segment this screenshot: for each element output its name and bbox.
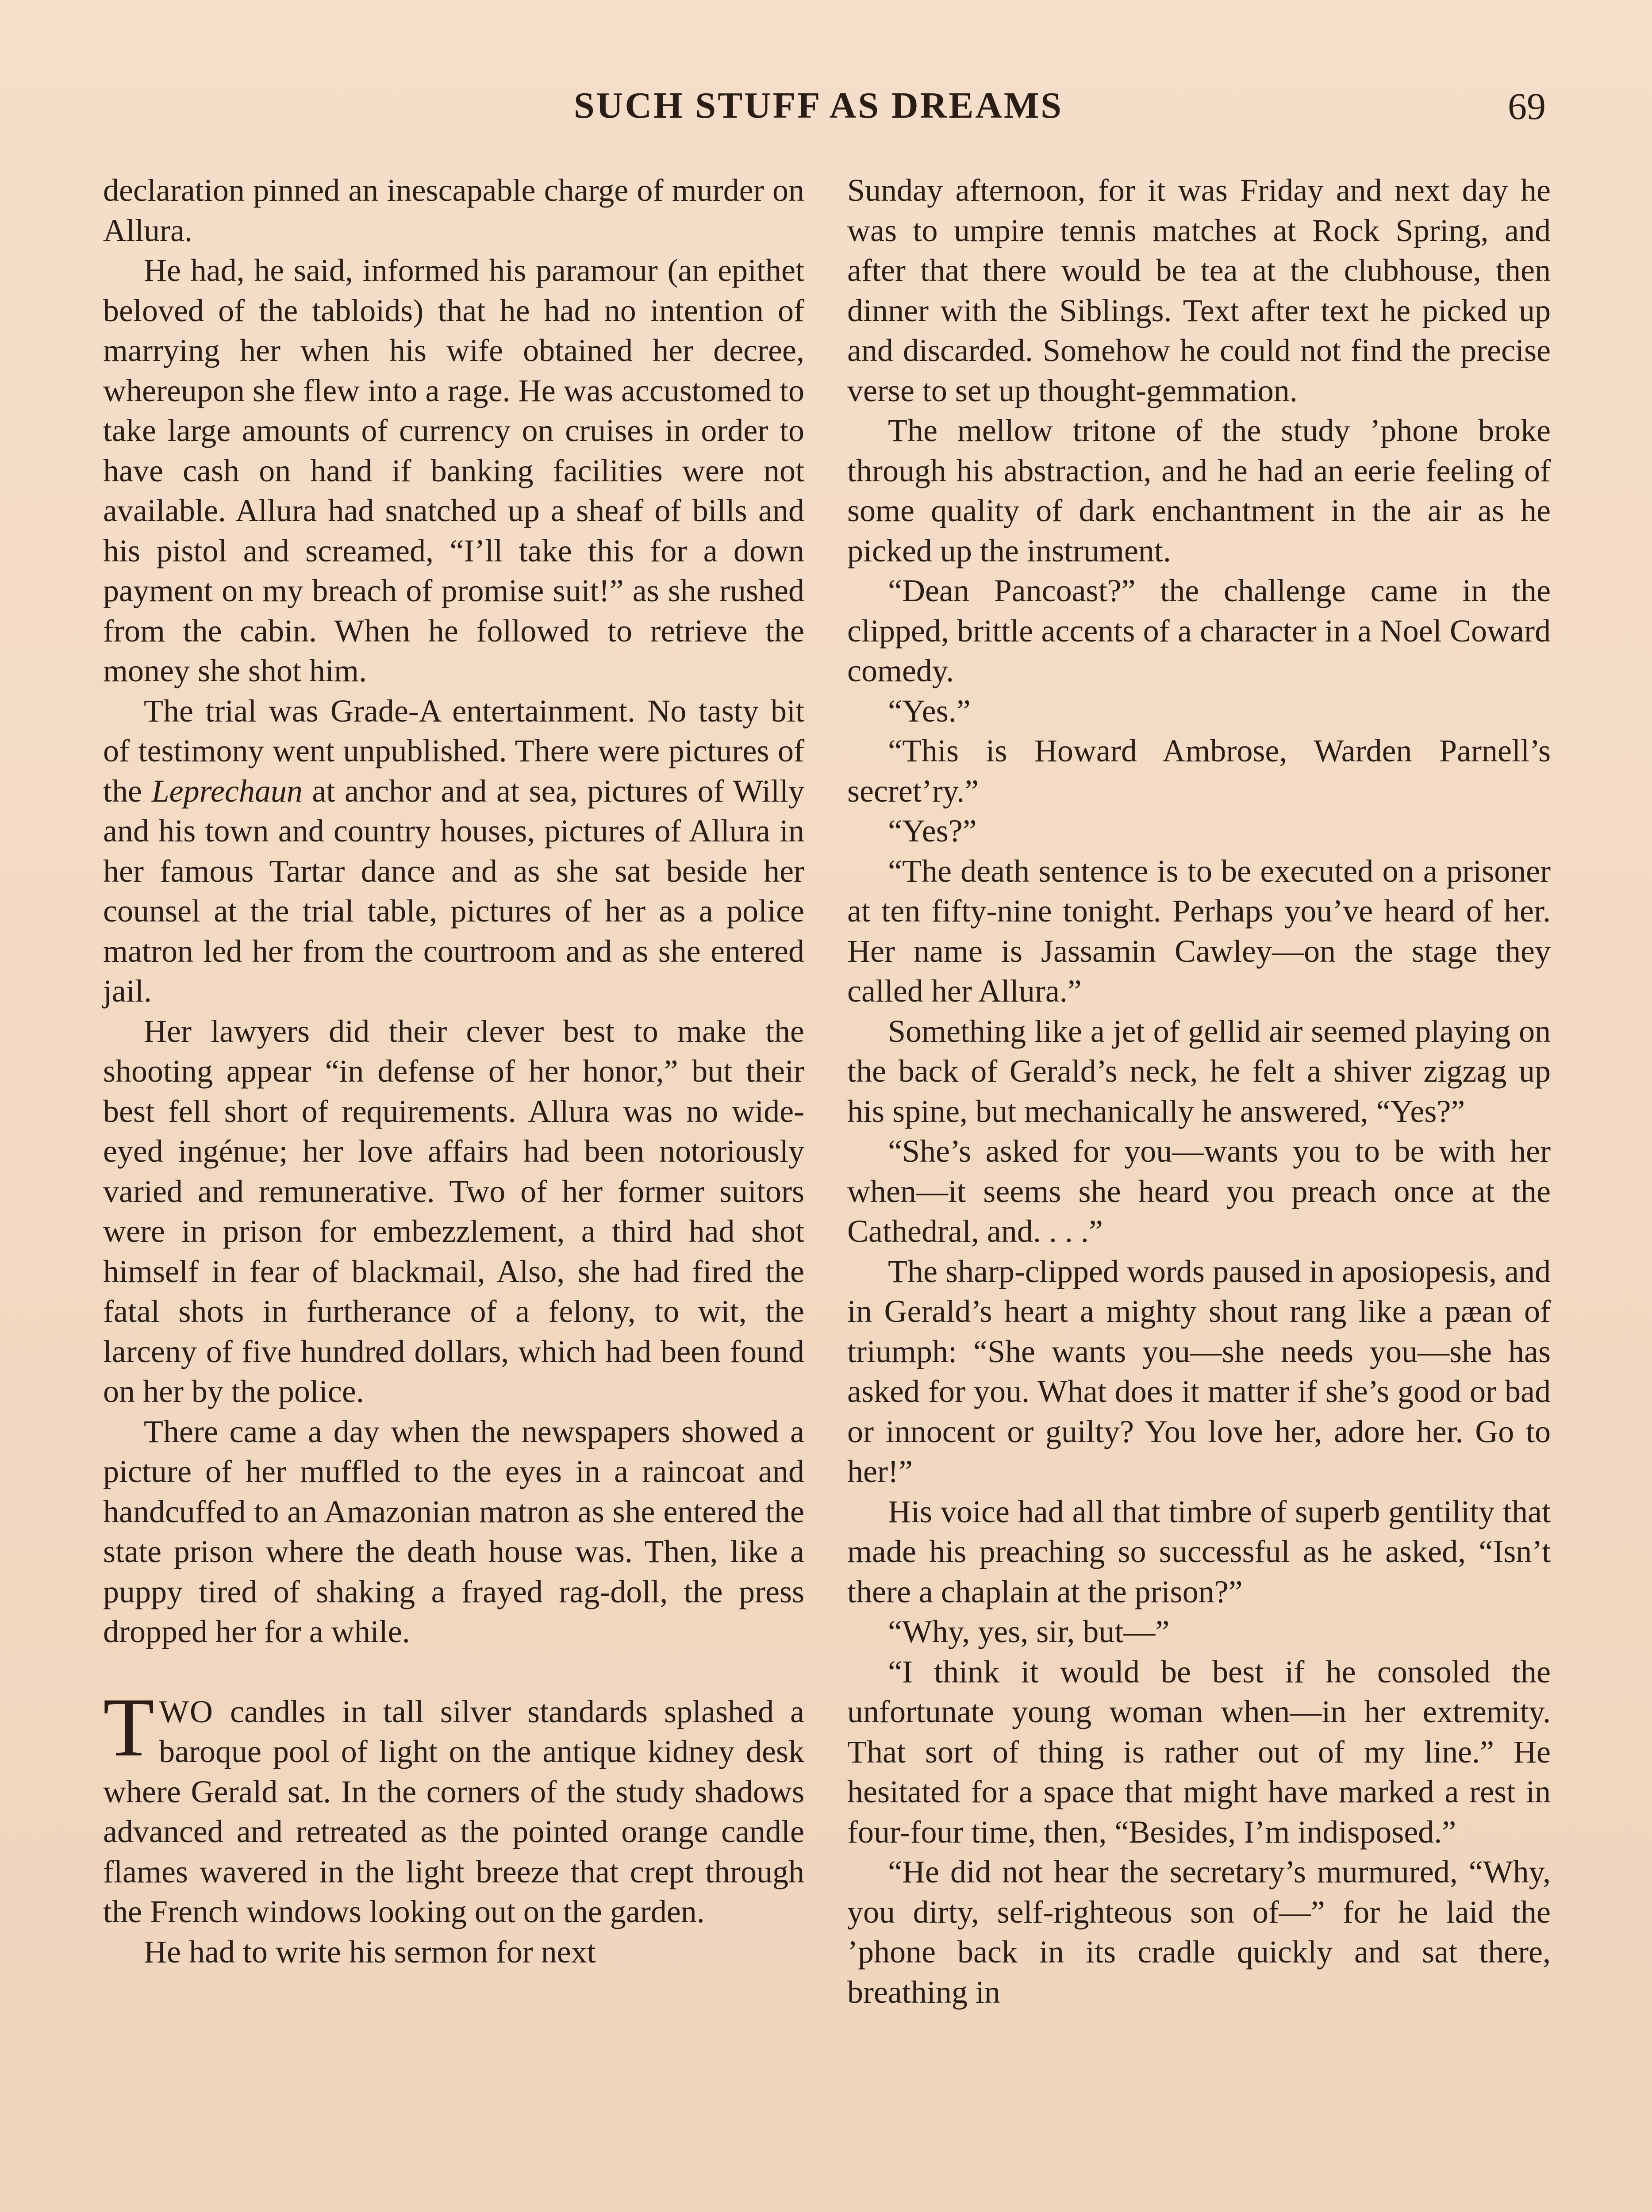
paragraph-text: The trial was Grade-A entertainment. No tasty bit of testimony went unpublished. There were pictures of the xyxy=(103,693,804,809)
paragraph: He had to write his sermon for next xyxy=(144,1934,596,1970)
drop-cap: T xyxy=(103,1681,155,1774)
paragraph: The mellow tritone of the study ’phone broke through his abstraction, and he had an eerie feeling of some quality of dark enchantment in the air as he picked up the instrument. xyxy=(847,413,1551,568)
paragraph: “I think it would be best if he consoled the unfortunate young woman when—in her extremity. That sort of thing is rather out of my line.” He hesitated for a space that might have marked a rest in four-four time, then, “Besides, I’m indisposed.” xyxy=(847,1654,1551,1850)
paragraph: There came a day when the newspapers showed a picture of her muffled to the eyes in a raincoat and handcuffed to an Amazonian matron as she entered the state prison where the death house was. Then, like a puppy tired of shaking a frayed rag-doll, the press dropped her for a while. xyxy=(103,1413,804,1649)
left-column xyxy=(103,170,804,1972)
paragraph: Her lawyers did their clever best to make the shooting appear “in defense of her honor,” but their best fell short of requirements. Allura was no wide-eyed ingénue; her love affairs had been notoriously varied and remunerative. Two of her former suitors were in prison for embezzlement, a third had shot himself in fear of blackmail, Also, she had fired the fatal shots in furtherance of a felony, to wit, the larceny of five hundred dollars, which had been found on her by the police. xyxy=(103,1013,804,1409)
paragraph-text: at anchor and at sea, pictures of Willy and his town and country houses, pictures of Allura in her famous Tartar dance and as she sat beside her counsel at the trial table, pictures of her as a police matron led her from the courtroom and as she entered jail. xyxy=(103,773,804,1009)
paragraph: “Yes.” xyxy=(888,693,971,729)
page-header xyxy=(0,84,1652,133)
paragraph: Something like a jet of gellid air seemed playing on the back of Gerald’s neck, he felt a shiver zigzag up his spine, but mechanically he answered, “Yes?” xyxy=(847,1013,1551,1129)
paragraph: The sharp-clipped words paused in aposiopesis, and in Gerald’s heart a mighty shout rang like a pæan of triumph: “She wants you—she needs you—she has asked for you. What does it matter if she’s good or bad or innocent or guilty? You love her, adore her. Go to her!” xyxy=(847,1253,1551,1489)
paragraph: declaration pinned an inescapable charge of murder on Allura. xyxy=(103,173,804,248)
page-number: 69 xyxy=(1508,85,1546,127)
section-opening-paragraph xyxy=(103,1681,804,1932)
paragraph: “He did not hear the secretary’s murmured, “Why, you dirty, self-righteous son of—” for he laid the ’phone back in its cradle quickly and sat there, breathing in xyxy=(847,1854,1551,2010)
paragraph: “Dean Pancoast?” the challenge came in the clipped, brittle accents of a character in a Noel Coward comedy. xyxy=(847,573,1551,688)
paragraph: “Yes?” xyxy=(888,813,977,849)
paragraph: “She’s asked for you—wants you to be with her when—it seems she heard you preach once at the Cathedral, and. . . .” xyxy=(847,1133,1551,1249)
italic-ship-name: Leprechaun xyxy=(151,773,303,809)
paragraph: His voice had all that timbre of superb gentility that made his preaching so successful as he asked, “Isn’t there a chaplain at the prison?” xyxy=(847,1494,1551,1609)
paragraph: He had, he said, informed his paramour (an epithet beloved of the tabloids) that he had no intention of marrying her when his wife obtained her decree, whereupon she flew into a rage. He was accustomed to take large amounts of currency on cruises in order to have cash on hand if banking facilities were not available. Allura had snatched up a sheaf of bills and his pistol and screamed, “I’ll take this for a down payment on my breach of promise suit!” as she rushed from the cabin. When he followed to retrieve the money she shot him. xyxy=(103,253,804,688)
paragraph: Sunday afternoon, for it was Friday and next day he was to umpire tennis matches at Rock Spring, and after that there would be tea at the clubhouse, then dinner with the Siblings. Text after text he picked up and discarded. Somehow he could not find the precise verse to set up thought-gemmation. xyxy=(847,173,1551,408)
paragraph xyxy=(103,691,804,1011)
paragraph: “Why, yes, sir, but—” xyxy=(888,1614,1170,1649)
paragraph: “The death sentence is to be executed on a prisoner at ten fifty-nine tonight. Perhaps you’ve heard of her. Her name is Jassamin Cawley—on the stage they called her Allura.” xyxy=(847,853,1551,1009)
paragraph-text: candles in tall silver standards splashed a baroque pool of light on the antique kidney desk where Gerald sat. In the corners of the study shadows advanced and retreated as the pointed orange candle flames wavered in the light breeze that crept through the French windows looking out on the garden. xyxy=(103,1694,804,1929)
small-caps-lead: WO xyxy=(159,1694,214,1729)
paragraph: “This is Howard Ambrose, Warden Parnell’s secret’ry.” xyxy=(847,733,1551,809)
right-column xyxy=(847,170,1551,2012)
running-title: SUCH STUFF AS DREAMS xyxy=(573,85,1064,126)
